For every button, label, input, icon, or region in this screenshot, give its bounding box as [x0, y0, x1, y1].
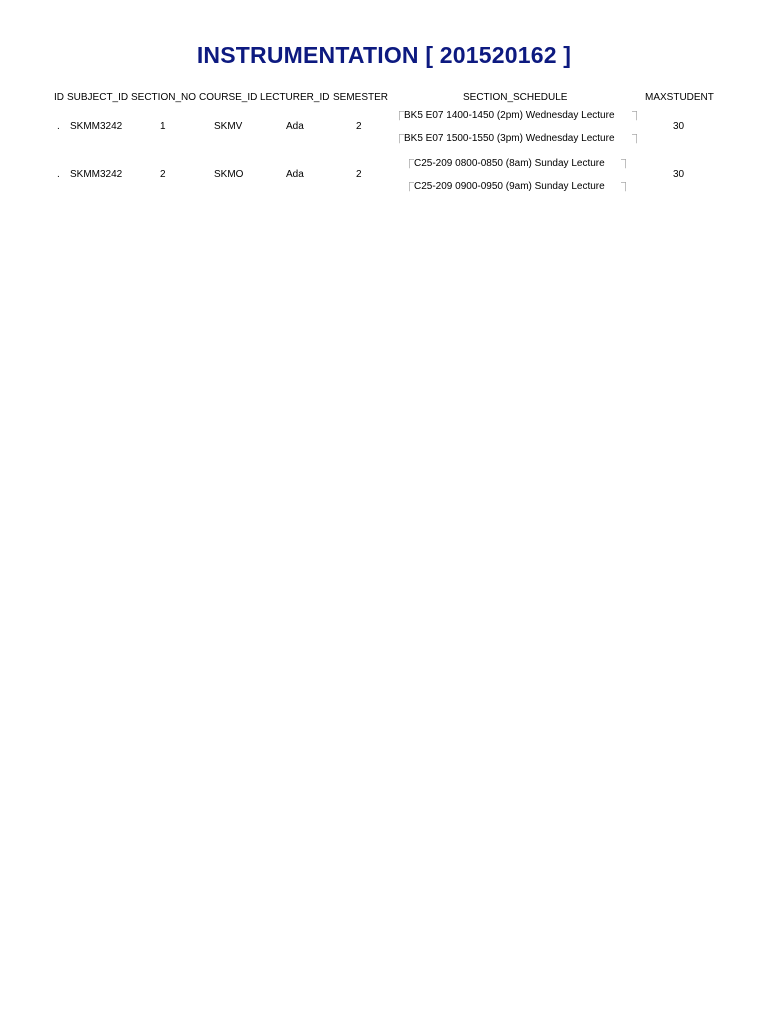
header-section-schedule: SECTION_SCHEDULE [463, 92, 568, 103]
cell-section-no: 2 [160, 169, 166, 180]
bracket-open: ⎾ [405, 182, 415, 192]
bracket-close: ⏋ [632, 134, 642, 144]
schedule-text: C25-209 0800-0850 (8am) Sunday Lecture [414, 158, 605, 169]
cell-semester: 2 [356, 121, 362, 132]
cell-subject-id: SKMM3242 [70, 121, 123, 132]
cell-course-id: SKMV [214, 121, 243, 132]
cell-subject-id: SKMM3242 [70, 169, 123, 180]
bracket-close: ⏋ [621, 159, 631, 169]
page-title: INSTRUMENTATION [ 201520162 ] [196, 42, 572, 68]
cell-semester: 2 [356, 169, 362, 180]
header-course-id: COURSE_ID [199, 92, 258, 103]
header-maxstudent: MAXSTUDENT [645, 92, 714, 103]
header-section-no: SECTION_NO [131, 92, 197, 103]
bracket-close: ⏋ [632, 111, 642, 121]
header-id: ID [54, 92, 64, 103]
cell-id: . [57, 121, 60, 132]
cell-section-no: 1 [160, 121, 166, 132]
cell-id: . [57, 169, 60, 180]
cell-lecturer-id: Ada [286, 169, 304, 180]
bracket-close: ⏋ [621, 182, 631, 192]
cell-maxstudent: 30 [673, 121, 685, 132]
schedule-text: BK5 E07 1500-1550 (3pm) Wednesday Lecture [404, 133, 615, 144]
cell-maxstudent: 30 [673, 169, 685, 180]
cell-course-id: SKMO [214, 169, 244, 180]
header-semester: SEMESTER [333, 92, 389, 103]
bracket-open: ⎾ [395, 111, 405, 121]
schedule-text: C25-209 0900-0950 (9am) Sunday Lecture [414, 181, 605, 192]
cell-lecturer-id: Ada [286, 121, 304, 132]
header-lecturer-id: LECTURER_ID [260, 92, 330, 103]
bracket-open: ⎾ [395, 134, 405, 144]
bracket-open: ⎾ [405, 159, 415, 169]
schedule-text: BK5 E07 1400-1450 (2pm) Wednesday Lecture [404, 110, 615, 121]
header-subject-id: SUBJECT_ID [67, 92, 129, 103]
